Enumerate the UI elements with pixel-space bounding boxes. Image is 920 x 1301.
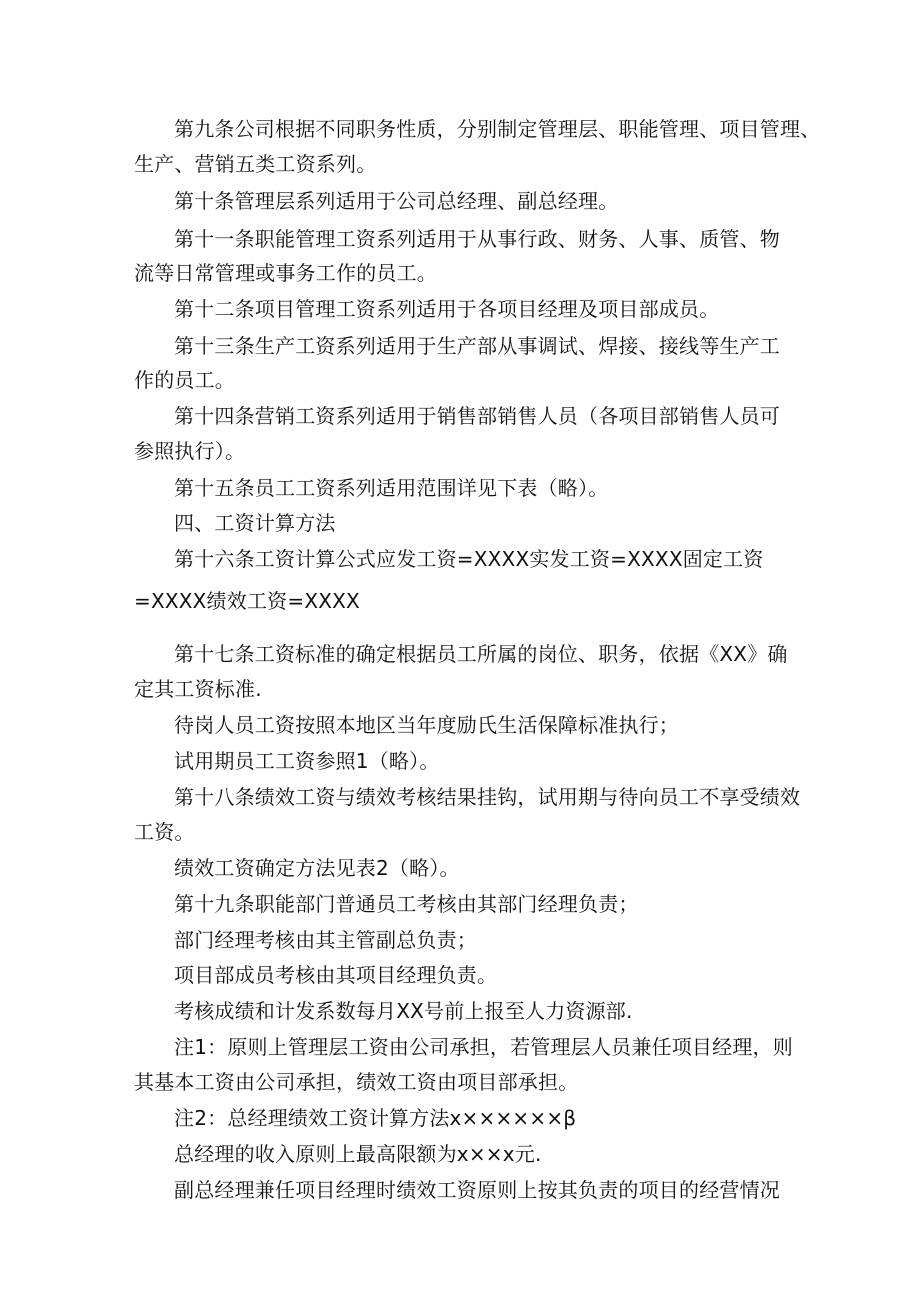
text-line: 待岗人员工资按照本地区当年度励氏生活保障标准执行；: [174, 713, 679, 737]
text-line: 第十九条职能部门普通员工考核由其部门经理负责；: [174, 892, 639, 916]
text-line: 绩效工资确定方法见表2（略）。: [174, 856, 460, 880]
section-heading: 四、工资计算方法: [174, 511, 336, 535]
text-line: 参照执行）。: [134, 439, 246, 463]
text-line: 第十三条生产工资系列适用于生产部从事调试、焊接、接线等生产工: [174, 334, 780, 358]
text-line: 注1：原则上管理层工资由公司承担，若管理层人员兼任项目经理，则: [174, 1035, 793, 1059]
text-line: 第十八条绩效工资与绩效考核结果挂钩，试用期与待向员工不享受绩效: [174, 785, 801, 809]
text-line: =XXXX绩效工资=XXXX: [134, 589, 360, 613]
text-line: 总经理的收入原则上最高限额为x××x元.: [174, 1142, 542, 1166]
text-line: 注2：总经理绩效工资计算方法x××××××β: [174, 1106, 577, 1130]
text-line: 试用期员工工资参照1（略）。: [174, 749, 440, 773]
text-line: 生产、营销五类工资系列。: [134, 152, 377, 176]
text-line: 副总经理兼任项目经理时绩效工资原则上按其负责的项目的经营情况: [174, 1178, 780, 1202]
text-line: 项目部成员考核由其项目经理负责。: [174, 963, 498, 987]
text-line: 第十条管理层系列适用于公司总经理、副总经理。: [174, 189, 619, 213]
text-line: 流等日常管理或事务工作的员工。: [134, 261, 437, 285]
text-line: 部门经理考核由其主管副总负责；: [174, 928, 477, 952]
text-line: 工资。: [134, 820, 195, 844]
text-line: 第十二条项目管理工资系列适用于各项目经理及项目部成员。: [174, 297, 720, 321]
text-line: 第九条公司根据不同职务性质，分别制定管理层、职能管理、项目管理、: [174, 117, 821, 141]
text-line: 考核成绩和计发系数每月XX号前上报至人力资源部.: [174, 999, 633, 1023]
text-line: 第十一条职能管理工资系列适用于从事行政、财务、人事、质管、物: [174, 227, 780, 251]
text-line: 作的员工。: [134, 368, 235, 392]
text-line: 第十七条工资标准的确定根据员工所属的岗位、职务，依据《XX》确: [174, 642, 788, 666]
text-line: 第十五条员工工资系列适用范围详见下表（略）。: [174, 476, 609, 500]
text-line: 第十四条营销工资系列适用于销售部销售人员（各项目部销售人员可: [174, 404, 780, 428]
text-line: 其基本工资由公司承担，绩效工资由项目部承担。: [134, 1070, 579, 1094]
text-line: 第十六条工资计算公式应发工资=XXXX实发工资=XXXX固定工资: [174, 547, 764, 571]
text-line: 定其工资标准.: [134, 677, 262, 701]
